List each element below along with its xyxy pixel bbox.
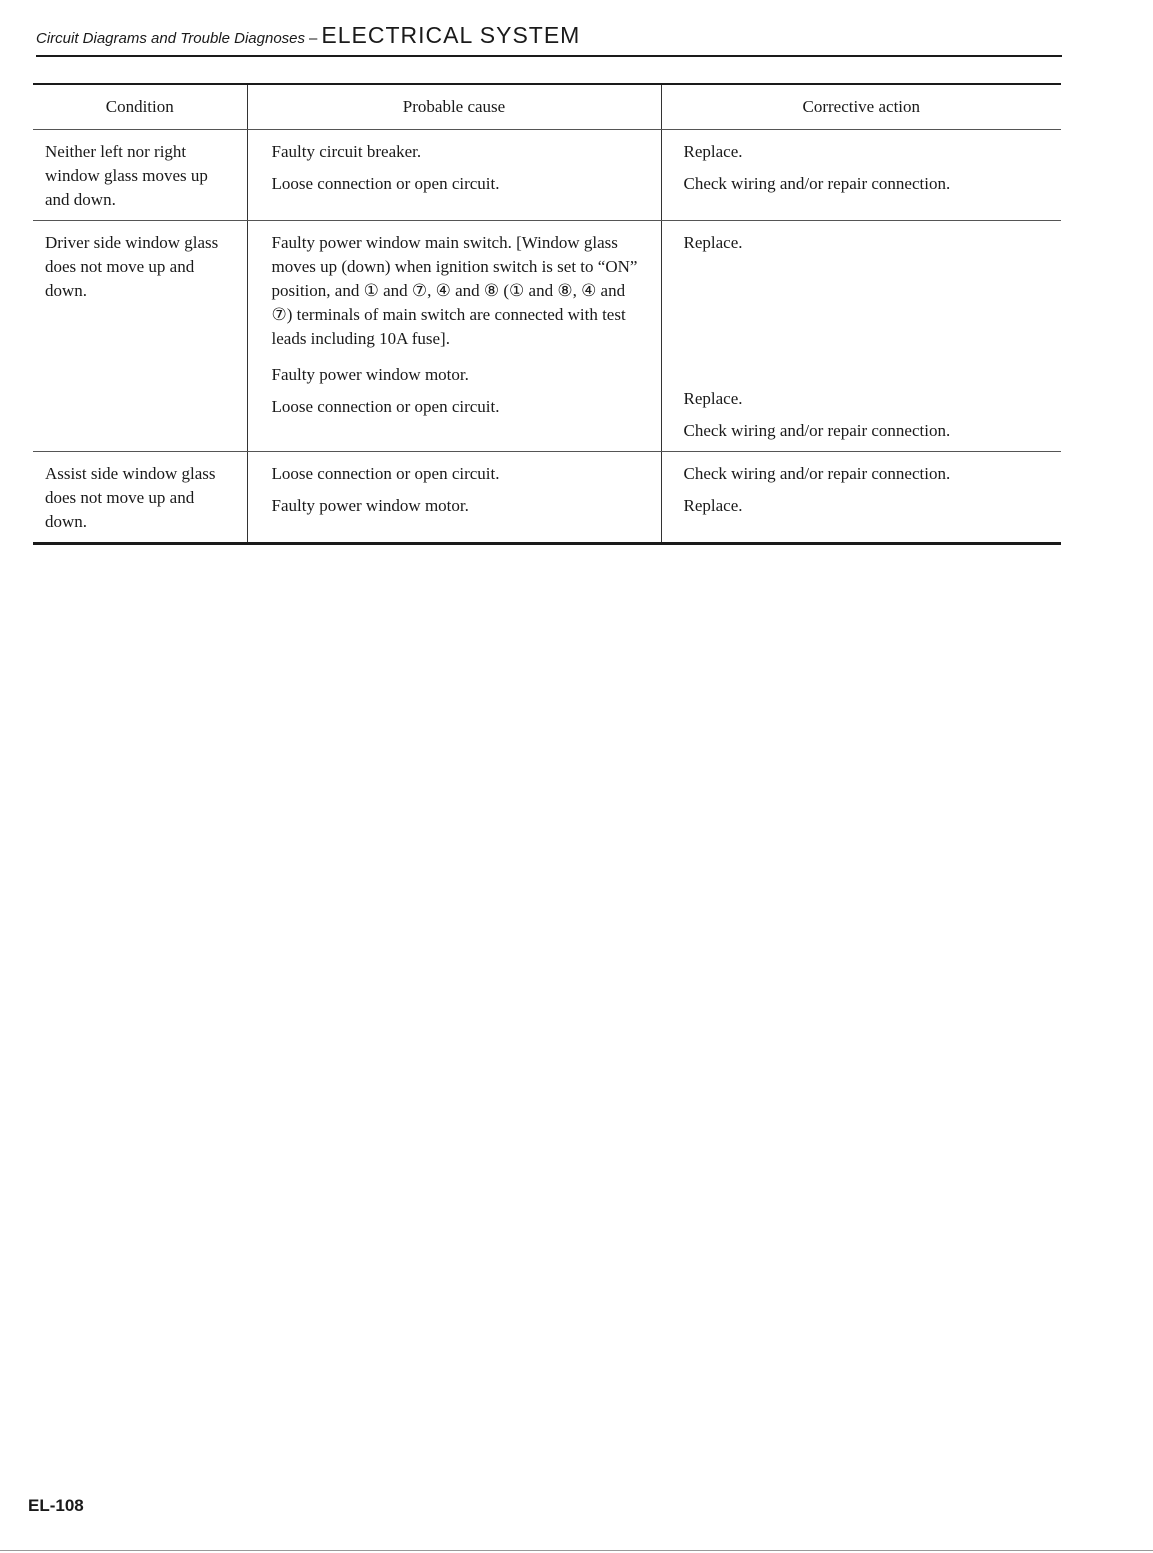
condition-cell: Assist side window glass does not move up and down. bbox=[33, 452, 247, 544]
column-header-corrective-action: Corrective action bbox=[661, 84, 1061, 130]
table-row bbox=[33, 130, 1061, 221]
action-item: Check wiring and/or repair connection. bbox=[683, 421, 951, 440]
cause-item: Faulty circuit breaker. bbox=[271, 142, 422, 161]
action-item: Check wiring and/or repair connection. bbox=[683, 464, 951, 483]
cause-item: Loose connection or open circuit. bbox=[271, 174, 500, 193]
page-number: EL-108 bbox=[28, 1496, 84, 1515]
action-item: Replace. bbox=[683, 142, 743, 161]
header-rule bbox=[36, 55, 1062, 57]
action-item: Check wiring and/or repair connection. bbox=[683, 174, 951, 193]
cause-item: Faulty power window motor. bbox=[271, 365, 469, 384]
diagnosis-table bbox=[33, 83, 1061, 545]
cause-item: Faulty power window motor. bbox=[271, 496, 469, 515]
diagnosis-table-container bbox=[33, 83, 1061, 545]
probable-cause-cell bbox=[247, 130, 661, 221]
header-dash: – bbox=[309, 30, 318, 47]
probable-cause-cell bbox=[247, 221, 661, 452]
condition-cell: Neither left nor right window glass moves up and down. bbox=[33, 130, 247, 221]
cause-item: Loose connection or open circuit. bbox=[271, 397, 500, 416]
condition-cell: Driver side window glass does not move up and down. bbox=[33, 221, 247, 452]
table-header-row bbox=[33, 84, 1061, 130]
page-header bbox=[36, 22, 1062, 49]
column-header-probable-cause: Probable cause bbox=[247, 84, 661, 130]
probable-cause-cell bbox=[247, 452, 661, 544]
corrective-action-cell bbox=[661, 221, 1061, 452]
header-subtitle: Circuit Diagrams and Trouble Diagnoses bbox=[36, 30, 306, 47]
column-header-condition: Condition bbox=[33, 84, 247, 130]
cause-item: Loose connection or open circuit. bbox=[271, 464, 500, 483]
corrective-action-cell bbox=[661, 130, 1061, 221]
cause-item: Faulty power window main switch. [Window glass moves up (down) when ignition switch is set to “ON” position, and ① and ⑦, ④ and ⑧ (① and ⑧, ④ and ⑦) terminals of main switch are connected with test leads including 10A fuse]. bbox=[271, 233, 638, 348]
action-item: Replace. bbox=[683, 496, 743, 515]
table-row bbox=[33, 452, 1061, 544]
corrective-action-cell bbox=[661, 452, 1061, 544]
header-title: ELECTRICAL SYSTEM bbox=[321, 22, 581, 48]
table-row bbox=[33, 221, 1061, 452]
action-item: Replace. bbox=[683, 389, 743, 408]
action-item: Replace. bbox=[683, 233, 743, 252]
bottom-rule bbox=[0, 1550, 1153, 1551]
